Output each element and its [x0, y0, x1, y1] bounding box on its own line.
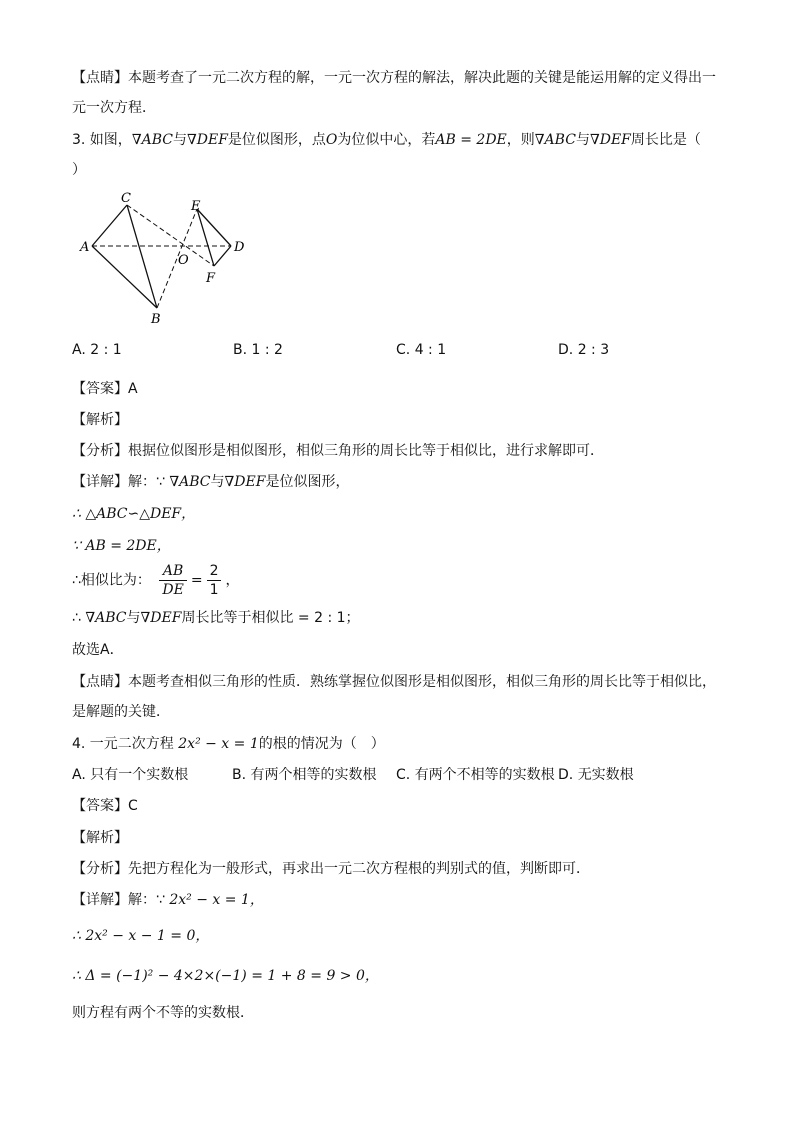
q4-step-2: ∴ Δ = (−1)² − 4×2×(−1) = 1 + 8 = 9 > 0， — [72, 968, 379, 984]
q4-analysis: 【分析】先把方程化为一般形式，再求出一元二次方程根的判别式的值，判断即可． — [72, 861, 590, 877]
label-B: B — [151, 312, 161, 327]
q3-stem: 3. 如图，∇ABC与∇DEF是位似图形，点O为位似中心，若AB = 2DE，则∇ABC与∇DEF周长比是（ — [72, 132, 701, 148]
q3-option-d[interactable]: D. 2 : 3 — [558, 342, 610, 358]
q3-option-b[interactable]: B. 1 : 2 — [233, 342, 283, 358]
label-D: D — [234, 240, 245, 255]
q4-answer: 【答案】C — [72, 798, 138, 814]
q4-conclusion: 则方程有两个不等的实数根． — [72, 1005, 254, 1021]
q3-step-3: ∴相似比为： $\frac{AB}{DE}$ = $\frac{2}{1}$ ， — [72, 563, 240, 598]
q4-detail: 【详解】解：∵ 2x² − x = 1， — [72, 892, 264, 908]
label-C: C — [121, 191, 131, 206]
q3-detail: 【详解】解：∵ ∇ABC与∇DEF是位似图形， — [72, 474, 350, 490]
label-O: O — [178, 253, 189, 268]
q3-stem-close: ） — [72, 162, 86, 178]
label-E: E — [191, 199, 201, 214]
label-F: F — [206, 271, 216, 286]
q4-option-b[interactable]: B. 有两个相等的实数根 — [232, 767, 377, 783]
fraction-ab-de: $\frac{AB}{DE}$ — [159, 562, 186, 599]
q3-jiexi: 【解析】 — [72, 412, 128, 428]
dianjing-line-1: 【点睛】本题考查了一元二次方程的解，一元一次方程的解法，解决此题的关键是能运用解的定义得出一 — [72, 70, 716, 86]
q4-option-c[interactable]: C. 有两个不相等的实数根 — [396, 767, 555, 783]
q3-step-1: ∴ △ABC∽△DEF， — [72, 506, 196, 522]
q3-analysis: 【分析】根据位似图形是相似图形，相似三角形的周长比等于相似比，进行求解即可． — [72, 443, 604, 459]
q3-dianjing-1: 【点睛】本题考查相似三角形的性质．熟练掌握位似图形是相似图形，相似三角形的周长比等于相似比， — [72, 674, 716, 690]
q4-option-d[interactable]: D. 无实数根 — [558, 767, 634, 783]
q3-step-4: ∴ ∇ABC与∇DEF周长比等于相似比 = 2 : 1； — [72, 610, 360, 626]
q4-option-a[interactable]: A. 只有一个实数根 — [72, 767, 189, 783]
q3-option-c[interactable]: C. 4 : 1 — [396, 342, 447, 358]
q4-step-1: ∴ 2x² − x − 1 = 0， — [72, 928, 210, 944]
q3-options — [72, 340, 732, 360]
q3-option-a[interactable]: A. 2 : 1 — [72, 342, 122, 358]
q3-answer: 【答案】A — [72, 381, 138, 397]
label-A: A — [80, 240, 90, 255]
q3-step-2: ∵ AB = 2DE， — [72, 538, 171, 554]
q4-jiexi: 【解析】 — [72, 830, 128, 846]
q3-dianjing-2: 是解题的关键． — [72, 704, 170, 720]
homothety-figure — [75, 190, 255, 330]
q3-choose: 故选A． — [72, 642, 124, 658]
dianjing-line-2: 元一次方程． — [72, 100, 156, 116]
q4-stem: 4. 一元二次方程 2x² − x = 1的根的情况为（ ） — [72, 736, 385, 752]
fraction-2-1: $\frac{2}{1}$ — [207, 562, 222, 599]
q4-options — [72, 765, 732, 785]
